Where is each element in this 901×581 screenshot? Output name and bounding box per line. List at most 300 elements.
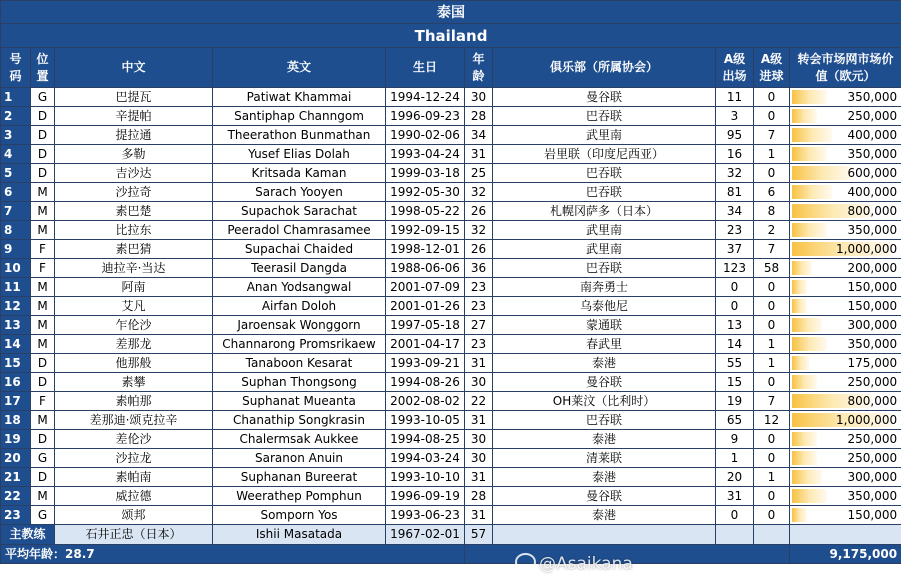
- cell-goals: 1: [754, 335, 790, 354]
- watermark-text: @Asaikana: [539, 554, 633, 574]
- cell-goals: 6: [754, 183, 790, 202]
- table-row: [1, 126, 901, 145]
- cell-goals: 0: [754, 107, 790, 126]
- cell-pos: G: [31, 506, 55, 525]
- cell-club: 乌泰他尼: [493, 297, 716, 316]
- cell-caps: 34: [716, 202, 754, 221]
- cell-club: 巴吞联: [493, 411, 716, 430]
- value-bar: [792, 470, 822, 484]
- cell-value: [790, 183, 901, 202]
- cell-en: Tanaboon Kesarat: [213, 354, 386, 373]
- table-row: [1, 411, 901, 430]
- cell-caps: 0: [716, 506, 754, 525]
- cell-value: [790, 240, 901, 259]
- cell-cn: 艾凡: [55, 297, 213, 316]
- cell-value: [790, 88, 901, 107]
- cell-goals: 7: [754, 392, 790, 411]
- value-bar: [792, 489, 827, 503]
- cell-birth: 1993-10-10: [386, 468, 465, 487]
- cell-birth: 2001-04-17: [386, 335, 465, 354]
- cell-caps: 55: [716, 354, 754, 373]
- cell-pos: M: [31, 221, 55, 240]
- header-cn: 中文: [55, 48, 213, 88]
- cell-club: 清莱联: [493, 449, 716, 468]
- cell-cn: 提拉通: [55, 126, 213, 145]
- cell-goals: 0: [754, 278, 790, 297]
- cell-cn: 差那龙: [55, 335, 213, 354]
- table-row: [1, 164, 901, 183]
- cell-value: [790, 278, 901, 297]
- cell-en: Suphan Thongsong: [213, 373, 386, 392]
- cell-num: 11: [1, 278, 31, 297]
- cell-age: 30: [465, 430, 493, 449]
- cell-num: 8: [1, 221, 31, 240]
- value-bar: [792, 185, 832, 199]
- cell-goals: 0: [754, 297, 790, 316]
- cell-en: Santiphap Channgom: [213, 107, 386, 126]
- coach-age: 57: [465, 525, 493, 545]
- cell-en: Supachok Sarachat: [213, 202, 386, 221]
- cell-caps: 14: [716, 335, 754, 354]
- header-club: 俱乐部（所属协会）: [493, 48, 716, 88]
- cell-club: 曼谷联: [493, 487, 716, 506]
- cell-goals: 0: [754, 487, 790, 506]
- cell-birth: 1998-05-22: [386, 202, 465, 221]
- cell-caps: 3: [716, 107, 754, 126]
- cell-value: [790, 411, 901, 430]
- cell-goals: 2: [754, 221, 790, 240]
- coach-en: Ishii Masatada: [213, 525, 386, 545]
- cell-num: 16: [1, 373, 31, 392]
- cell-num: 3: [1, 126, 31, 145]
- cell-goals: 0: [754, 316, 790, 335]
- value-text: 350,000: [847, 489, 898, 503]
- header-birth: 生日: [386, 48, 465, 88]
- cell-num: 23: [1, 506, 31, 525]
- table-row: [1, 392, 901, 411]
- table-row: [1, 259, 901, 278]
- cell-club: 岩里联（印度尼西亚）: [493, 145, 716, 164]
- cell-birth: 1994-03-24: [386, 449, 465, 468]
- cell-age: 28: [465, 107, 493, 126]
- cell-age: 31: [465, 411, 493, 430]
- cell-birth: 1990-02-06: [386, 126, 465, 145]
- header-en: 英文: [213, 48, 386, 88]
- cell-num: 21: [1, 468, 31, 487]
- table-subtitle: Thailand: [1, 24, 901, 48]
- cell-value: [790, 126, 901, 145]
- cell-goals: 0: [754, 449, 790, 468]
- cell-birth: 1998-12-01: [386, 240, 465, 259]
- value-bar: [792, 109, 817, 123]
- cell-birth: 1997-05-18: [386, 316, 465, 335]
- cell-value: [790, 145, 901, 164]
- cell-en: Peeradol Chamrasamee: [213, 221, 386, 240]
- header-num: 号码: [1, 48, 31, 88]
- coach-empty: [790, 525, 901, 545]
- cell-age: 31: [465, 506, 493, 525]
- value-bar: [792, 90, 827, 104]
- value-text: 250,000: [847, 432, 898, 446]
- cell-age: 30: [465, 373, 493, 392]
- cell-en: Saranon Anuin: [213, 449, 386, 468]
- cell-caps: 95: [716, 126, 754, 145]
- value-bar: [792, 432, 817, 446]
- cell-goals: 0: [754, 88, 790, 107]
- cell-en: Chanathip Songkrasin: [213, 411, 386, 430]
- value-text: 175,000: [847, 356, 898, 370]
- cell-pos: F: [31, 240, 55, 259]
- weibo-icon: [515, 553, 536, 571]
- cell-age: 22: [465, 392, 493, 411]
- cell-num: 1: [1, 88, 31, 107]
- cell-pos: D: [31, 468, 55, 487]
- cell-club: 巴吞联: [493, 183, 716, 202]
- cell-en: Theerathon Bunmathan: [213, 126, 386, 145]
- cell-caps: 37: [716, 240, 754, 259]
- cell-pos: D: [31, 107, 55, 126]
- watermark: [515, 553, 633, 574]
- cell-cn: 差伦沙: [55, 430, 213, 449]
- cell-pos: M: [31, 183, 55, 202]
- header-caps: A级出场: [716, 48, 754, 88]
- cell-club: 巴吞联: [493, 164, 716, 183]
- cell-en: Suphanat Mueanta: [213, 392, 386, 411]
- value-text: 800,000: [847, 204, 898, 218]
- value-bar: [792, 280, 807, 294]
- cell-cn: 素巴猜: [55, 240, 213, 259]
- average-age: 平均年龄：28.7: [1, 545, 465, 564]
- cell-value: [790, 487, 901, 506]
- cell-value: [790, 335, 901, 354]
- cell-birth: 2001-07-09: [386, 278, 465, 297]
- cell-num: 22: [1, 487, 31, 506]
- value-text: 800,000: [847, 394, 898, 408]
- cell-value: [790, 373, 901, 392]
- cell-pos: D: [31, 430, 55, 449]
- value-text: 350,000: [847, 337, 898, 351]
- cell-age: 30: [465, 449, 493, 468]
- cell-age: 25: [465, 164, 493, 183]
- cell-num: 20: [1, 449, 31, 468]
- value-text: 250,000: [847, 375, 898, 389]
- cell-caps: 81: [716, 183, 754, 202]
- cell-birth: 1993-06-23: [386, 506, 465, 525]
- table-row: [1, 221, 901, 240]
- cell-en: Supachai Chaided: [213, 240, 386, 259]
- table-row: [1, 240, 901, 259]
- value-bar: [792, 375, 817, 389]
- cell-caps: 31: [716, 487, 754, 506]
- table-row: [1, 373, 901, 392]
- cell-age: 23: [465, 335, 493, 354]
- cell-num: 13: [1, 316, 31, 335]
- cell-goals: 1: [754, 354, 790, 373]
- cell-birth: 1992-05-30: [386, 183, 465, 202]
- coach-empty: [716, 525, 754, 545]
- cell-pos: D: [31, 145, 55, 164]
- cell-cn: 巴提瓦: [55, 88, 213, 107]
- cell-pos: M: [31, 202, 55, 221]
- cell-cn: 沙拉龙: [55, 449, 213, 468]
- cell-en: Suphanan Bureerat: [213, 468, 386, 487]
- cell-value: [790, 202, 901, 221]
- cell-caps: 32: [716, 164, 754, 183]
- cell-club: 蒙通联: [493, 316, 716, 335]
- cell-en: Sarach Yooyen: [213, 183, 386, 202]
- cell-num: 18: [1, 411, 31, 430]
- cell-club: 泰港: [493, 430, 716, 449]
- cell-cn: 比拉东: [55, 221, 213, 240]
- value-text: 350,000: [847, 90, 898, 104]
- cell-birth: 1994-12-24: [386, 88, 465, 107]
- cell-birth: 2001-01-26: [386, 297, 465, 316]
- table-row: [1, 335, 901, 354]
- table-row: [1, 145, 901, 164]
- value-text: 150,000: [847, 299, 898, 313]
- coach-empty: [493, 525, 716, 545]
- value-text: 300,000: [847, 318, 898, 332]
- cell-value: [790, 430, 901, 449]
- cell-num: 15: [1, 354, 31, 373]
- cell-value: [790, 468, 901, 487]
- cell-age: 27: [465, 316, 493, 335]
- cell-en: Yusef Elias Dolah: [213, 145, 386, 164]
- cell-value: [790, 297, 901, 316]
- cell-cn: 素帕南: [55, 468, 213, 487]
- cell-cn: 阿南: [55, 278, 213, 297]
- cell-age: 30: [465, 88, 493, 107]
- cell-birth: 1994-08-25: [386, 430, 465, 449]
- header-goals: A级进球: [754, 48, 790, 88]
- cell-pos: F: [31, 392, 55, 411]
- cell-num: 7: [1, 202, 31, 221]
- cell-pos: D: [31, 164, 55, 183]
- cell-num: 4: [1, 145, 31, 164]
- cell-cn: 威拉德: [55, 487, 213, 506]
- cell-en: Somporn Yos: [213, 506, 386, 525]
- value-text: 150,000: [847, 508, 898, 522]
- value-text: 1,000,000: [836, 413, 898, 427]
- table-row: [1, 468, 901, 487]
- header-pos: 位置: [31, 48, 55, 88]
- cell-birth: 1994-08-26: [386, 373, 465, 392]
- cell-cn: 迪拉辛·当达: [55, 259, 213, 278]
- cell-value: [790, 221, 901, 240]
- cell-caps: 15: [716, 373, 754, 392]
- cell-age: 23: [465, 297, 493, 316]
- table-row: [1, 202, 901, 221]
- cell-club: 泰港: [493, 506, 716, 525]
- cell-value: [790, 107, 901, 126]
- cell-caps: 19: [716, 392, 754, 411]
- cell-cn: 素巴楚: [55, 202, 213, 221]
- cell-value: [790, 316, 901, 335]
- table-row: [1, 88, 901, 107]
- cell-age: 32: [465, 183, 493, 202]
- cell-en: Jaroensak Wonggorn: [213, 316, 386, 335]
- cell-club: 巴吞联: [493, 259, 716, 278]
- cell-club: 札幌冈萨多（日本）: [493, 202, 716, 221]
- value-text: 350,000: [847, 147, 898, 161]
- cell-cn: 素帕那: [55, 392, 213, 411]
- value-bar: [792, 299, 807, 313]
- cell-age: 26: [465, 240, 493, 259]
- value-text: 400,000: [847, 185, 898, 199]
- value-text: 250,000: [847, 109, 898, 123]
- coach-birth: 1967-02-01: [386, 525, 465, 545]
- cell-caps: 9: [716, 430, 754, 449]
- cell-age: 32: [465, 221, 493, 240]
- cell-value: [790, 449, 901, 468]
- value-bar: [792, 508, 807, 522]
- table-row: [1, 506, 901, 525]
- player-list: [1, 88, 901, 525]
- cell-pos: D: [31, 373, 55, 392]
- cell-birth: 1993-04-24: [386, 145, 465, 164]
- cell-club: OH莱汶（比利时）: [493, 392, 716, 411]
- cell-caps: 65: [716, 411, 754, 430]
- cell-club: 曼谷联: [493, 88, 716, 107]
- value-text: 400,000: [847, 128, 898, 142]
- cell-age: 23: [465, 278, 493, 297]
- cell-en: Teerasil Dangda: [213, 259, 386, 278]
- cell-club: 泰港: [493, 354, 716, 373]
- cell-club: 春武里: [493, 335, 716, 354]
- cell-club: 武里南: [493, 126, 716, 145]
- cell-caps: 0: [716, 297, 754, 316]
- cell-goals: 0: [754, 164, 790, 183]
- cell-cn: 多勒: [55, 145, 213, 164]
- table-row: [1, 430, 901, 449]
- cell-goals: 1: [754, 468, 790, 487]
- cell-club: 南奔勇士: [493, 278, 716, 297]
- cell-pos: D: [31, 354, 55, 373]
- cell-club: 曼谷联: [493, 373, 716, 392]
- value-text: 150,000: [847, 280, 898, 294]
- cell-cn: 素攀: [55, 373, 213, 392]
- cell-cn: 差那迪·颂克拉辛: [55, 411, 213, 430]
- cell-num: 19: [1, 430, 31, 449]
- table-row: [1, 278, 901, 297]
- cell-num: 5: [1, 164, 31, 183]
- cell-caps: 0: [716, 278, 754, 297]
- cell-caps: 16: [716, 145, 754, 164]
- cell-goals: 0: [754, 373, 790, 392]
- cell-birth: 1993-09-21: [386, 354, 465, 373]
- table-title: 泰国: [1, 1, 901, 24]
- cell-birth: 1996-09-23: [386, 107, 465, 126]
- cell-pos: M: [31, 335, 55, 354]
- cell-en: Airfan Doloh: [213, 297, 386, 316]
- coach-cn: 石井正忠（日本）: [55, 525, 213, 545]
- cell-en: Channarong Promsrikaew: [213, 335, 386, 354]
- value-text: 300,000: [847, 470, 898, 484]
- cell-club: 巴吞联: [493, 107, 716, 126]
- cell-num: 12: [1, 297, 31, 316]
- value-text: 600,000: [847, 166, 898, 180]
- cell-birth: 1992-09-15: [386, 221, 465, 240]
- cell-caps: 20: [716, 468, 754, 487]
- total-value: 9,175,000: [790, 545, 901, 564]
- cell-pos: D: [31, 126, 55, 145]
- cell-goals: 7: [754, 126, 790, 145]
- cell-age: 36: [465, 259, 493, 278]
- cell-age: 34: [465, 126, 493, 145]
- value-bar: [792, 451, 817, 465]
- cell-value: [790, 164, 901, 183]
- cell-caps: 11: [716, 88, 754, 107]
- cell-cn: 他那般: [55, 354, 213, 373]
- value-bar: [792, 318, 822, 332]
- cell-value: [790, 354, 901, 373]
- cell-age: 31: [465, 468, 493, 487]
- cell-age: 26: [465, 202, 493, 221]
- cell-goals: 58: [754, 259, 790, 278]
- cell-birth: 1999-03-18: [386, 164, 465, 183]
- cell-caps: 23: [716, 221, 754, 240]
- cell-birth: 1996-09-19: [386, 487, 465, 506]
- cell-pos: F: [31, 259, 55, 278]
- cell-num: 14: [1, 335, 31, 354]
- cell-value: [790, 506, 901, 525]
- cell-caps: 13: [716, 316, 754, 335]
- cell-age: 31: [465, 145, 493, 164]
- table-row: [1, 107, 901, 126]
- cell-caps: 1: [716, 449, 754, 468]
- cell-goals: 0: [754, 506, 790, 525]
- cell-pos: G: [31, 88, 55, 107]
- cell-num: 9: [1, 240, 31, 259]
- cell-caps: 123: [716, 259, 754, 278]
- cell-goals: 0: [754, 430, 790, 449]
- coach-label: 主教练: [1, 525, 55, 545]
- cell-en: Anan Yodsangwal: [213, 278, 386, 297]
- value-bar: [792, 223, 827, 237]
- table-row: [1, 183, 901, 202]
- cell-goals: 8: [754, 202, 790, 221]
- cell-pos: M: [31, 411, 55, 430]
- cell-club: 武里南: [493, 221, 716, 240]
- cell-num: 17: [1, 392, 31, 411]
- cell-goals: 7: [754, 240, 790, 259]
- table-row: [1, 449, 901, 468]
- cell-club: 武里南: [493, 240, 716, 259]
- value-bar: [792, 166, 852, 180]
- cell-birth: 1993-10-05: [386, 411, 465, 430]
- cell-pos: M: [31, 487, 55, 506]
- coach-empty: [754, 525, 790, 545]
- cell-goals: 1: [754, 145, 790, 164]
- value-bar: [792, 128, 832, 142]
- value-text: 1,000,000: [836, 242, 898, 256]
- cell-en: Weerathep Pomphun: [213, 487, 386, 506]
- value-bar: [792, 337, 827, 351]
- value-text: 350,000: [847, 223, 898, 237]
- cell-goals: 12: [754, 411, 790, 430]
- cell-num: 2: [1, 107, 31, 126]
- value-bar: [792, 356, 809, 370]
- table-row: [1, 297, 901, 316]
- cell-cn: 沙拉奇: [55, 183, 213, 202]
- table-row: [1, 487, 901, 506]
- cell-club: 泰港: [493, 468, 716, 487]
- cell-num: 6: [1, 183, 31, 202]
- cell-en: Kritsada Kaman: [213, 164, 386, 183]
- cell-num: 10: [1, 259, 31, 278]
- cell-pos: M: [31, 278, 55, 297]
- header-age: 年龄: [465, 48, 493, 88]
